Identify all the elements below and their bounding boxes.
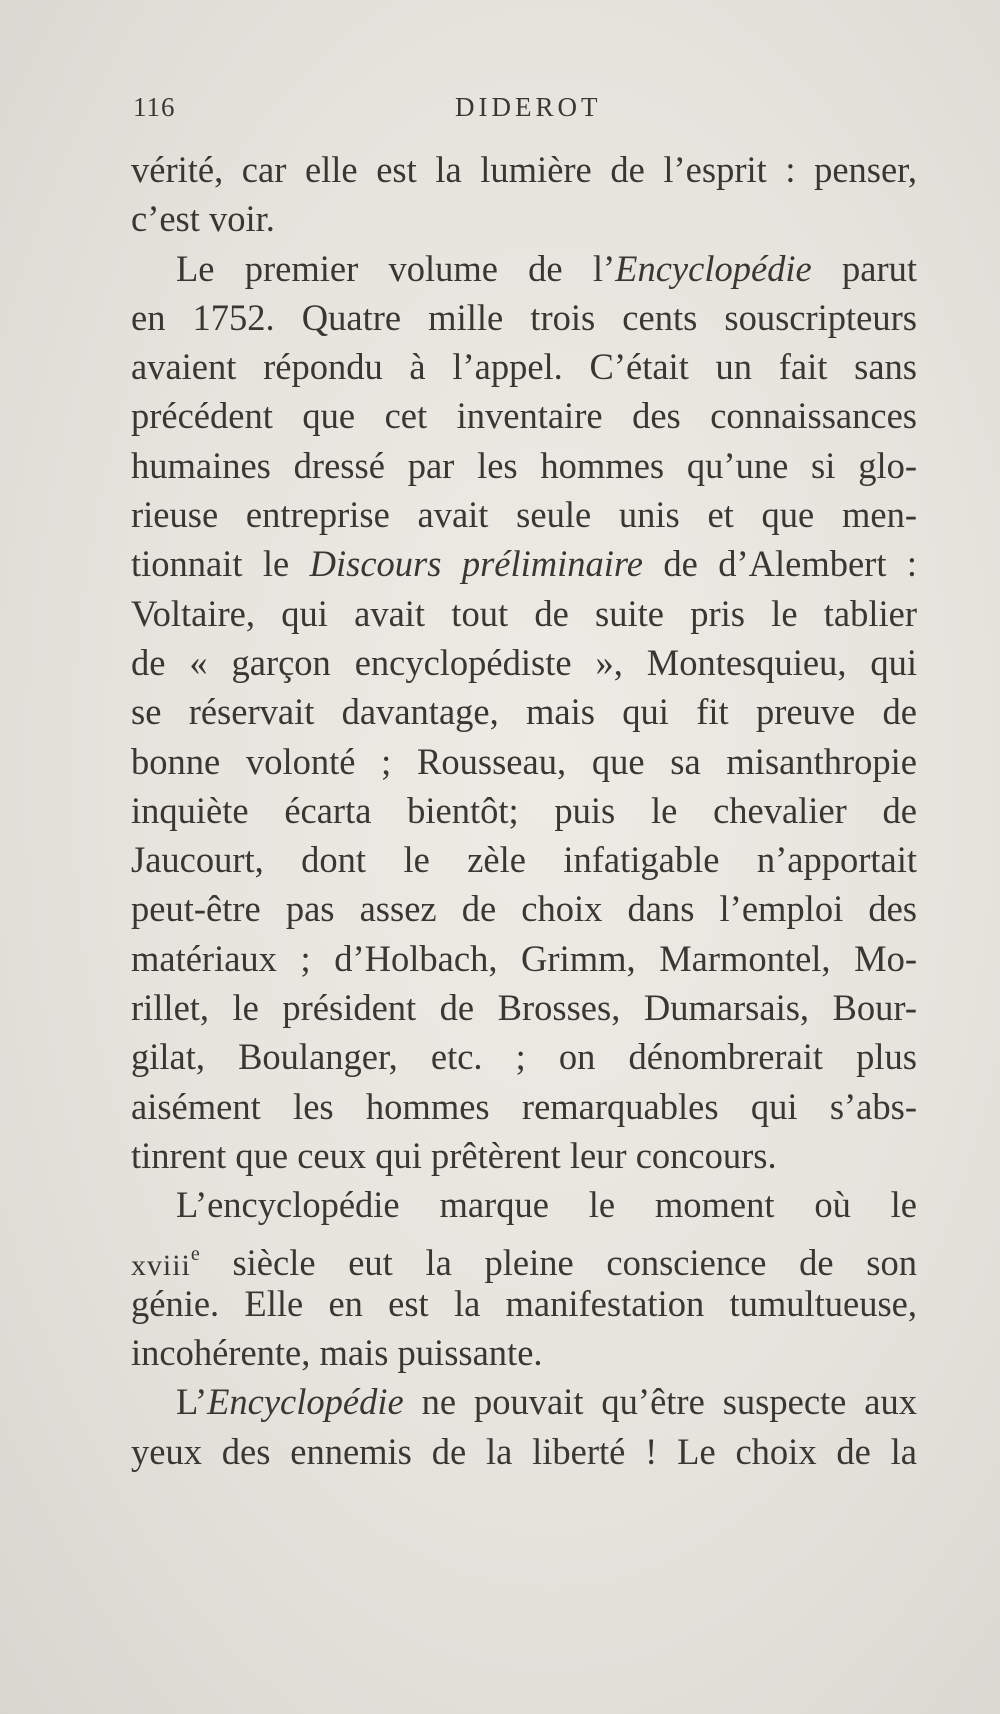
text-line — [131, 194, 917, 243]
text-run: rieuse entreprise avait seule unis et que men- — [131, 494, 917, 536]
page-number: 116 — [133, 92, 176, 122]
running-title: DIDEROT — [455, 92, 602, 122]
text-line — [131, 1230, 917, 1283]
text-run: bonne volonté ; Rousseau, que sa misanthropie — [131, 740, 917, 782]
text-line — [131, 934, 917, 983]
text-run: précédent que cet inventaire des connaissances — [131, 395, 917, 437]
text-run: c’est voir. — [131, 198, 275, 240]
text-line — [131, 441, 917, 490]
text-line — [131, 1032, 917, 1081]
text-run: gilat, Boulanger, etc. ; on dénombrerait plus — [131, 1036, 917, 1078]
text-run: peut-être pas assez de choix dans l’emploi des — [131, 888, 917, 930]
text-line — [131, 835, 917, 884]
body-text — [131, 145, 917, 1476]
text-run: tionnait le — [131, 543, 310, 585]
superscript: e — [190, 1242, 200, 1265]
text-line — [131, 391, 917, 440]
text-line — [131, 1180, 917, 1229]
text-run: siècle eut la pleine conscience de son — [199, 1241, 917, 1283]
text-line — [131, 490, 917, 539]
text-line — [131, 342, 917, 391]
text-run: de « garçon encyclopédiste », Montesquieu, qui — [131, 641, 917, 683]
text-run: vérité, car elle est la lumière de l’esprit : penser, — [131, 149, 917, 190]
italic-text: Encyclopédie — [207, 1381, 404, 1423]
text-run: matériaux ; d’Holbach, Grimm, Marmontel, Mo- — [131, 937, 917, 979]
text-line — [131, 884, 917, 933]
text-run: génie. Elle en est la manifestation tumultueuse, — [131, 1282, 917, 1324]
text-line — [131, 1377, 917, 1426]
text-run: L’ — [176, 1381, 208, 1423]
text-run: de d’Alembert : — [642, 543, 917, 585]
text-line — [131, 687, 917, 736]
text-run: Voltaire, qui avait tout de suite pris le tablier — [131, 592, 917, 634]
page-header — [133, 92, 913, 132]
text-line — [131, 638, 917, 687]
italic-text: Discours préliminaire — [309, 543, 643, 585]
text-line — [131, 737, 917, 786]
text-run: parut — [811, 247, 917, 289]
text-line — [131, 1082, 917, 1131]
text-line — [131, 293, 917, 342]
text-line — [131, 1131, 917, 1180]
text-run: humaines dressé par les hommes qu’une si glo- — [131, 444, 917, 486]
text-run: Jaucourt, dont le zèle infatigable n’apportait — [131, 839, 917, 881]
text-run: aisément les hommes remarquables qui s’abs- — [131, 1085, 917, 1127]
text-run: incohérente, mais puissante. — [131, 1332, 543, 1374]
text-run: tinrent que ceux qui prêtèrent leur concours. — [131, 1134, 777, 1176]
text-run: inquiète écarta bientôt; puis le chevalier de — [131, 789, 917, 831]
text-line — [131, 786, 917, 835]
text-run: yeux des ennemis de la liberté ! Le choix de la — [131, 1430, 917, 1472]
text-run: ne pouvait qu’être suspecte aux — [403, 1381, 917, 1423]
text-run: se réservait davantage, mais qui fit preuve de — [131, 691, 917, 733]
italic-text: Encyclopédie — [615, 247, 812, 289]
text-line — [131, 983, 917, 1032]
text-run: rillet, le président de Brosses, Dumarsais, Bour- — [131, 987, 917, 1029]
text-line — [131, 1427, 917, 1476]
text-line — [131, 1328, 917, 1377]
text-run: Le premier volume de l’ — [176, 247, 616, 289]
text-line — [131, 244, 917, 293]
text-line — [131, 145, 917, 194]
text-line — [131, 539, 917, 588]
text-run: avaient répondu à l’appel. C’était un fait sans — [131, 346, 917, 388]
text-run: L’encyclopédie marque le moment où le — [176, 1184, 917, 1226]
text-run: xviii — [131, 1248, 191, 1282]
text-run: en 1752. Quatre mille trois cents souscripteurs — [131, 296, 917, 338]
text-line — [131, 1279, 917, 1328]
text-line — [131, 589, 917, 638]
